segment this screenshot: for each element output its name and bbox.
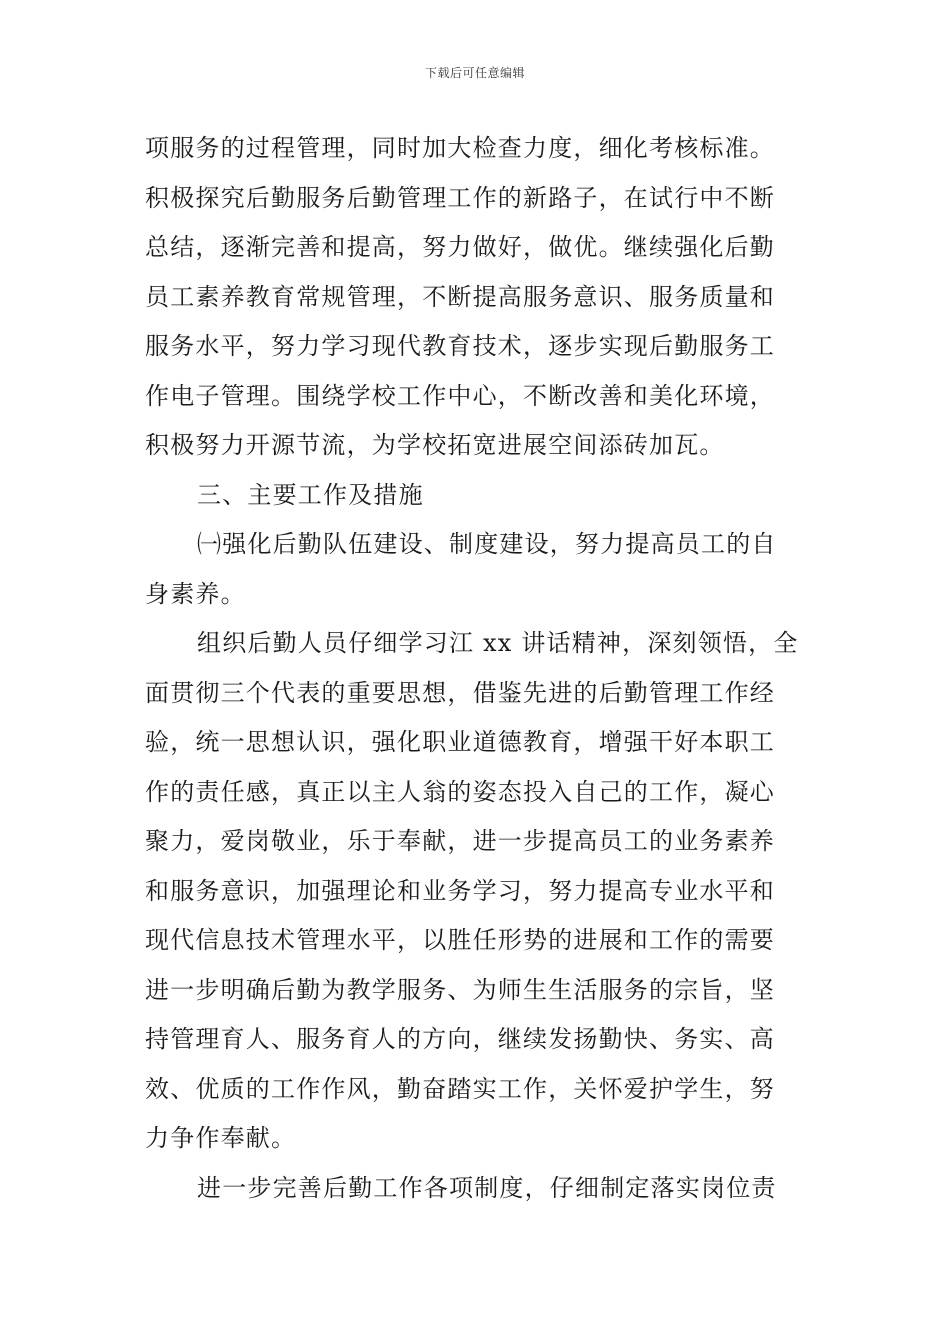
text-line: 身素养。 (145, 579, 246, 608)
subsection-heading: ㈠强化后勤队伍建设、制度建设，努力提高员工的自 (197, 530, 777, 558)
text-line: 积极努力开源节流，为学校拓宽进展空间添砖加瓦。 (145, 431, 725, 459)
text-line: 作电子管理。围绕学校工作中心，不断改善和美化环境， (145, 381, 775, 410)
page-header: 下载后可任意编辑 (424, 66, 525, 80)
text-line: 验，统一思想认识，强化职业道德教育，增强干好本职工 (145, 728, 775, 756)
text-line: 现代信息技术管理水平，以胜任形势的进展和工作的需要 (145, 926, 775, 954)
text-line: 作的责任感，真正以主人翁的姿态投入自己的工作，凝心 (145, 777, 775, 806)
text-line: 效、优质的工作作风，勤奋踏实工作，关怀爱护学生，努 (145, 1074, 775, 1103)
text-line: 和服务意识，加强理论和业务学习，努力提高专业水平和 (145, 876, 775, 905)
text-line: 面贯彻三个代表的重要思想，借鉴先进的后勤管理工作经 (145, 678, 775, 707)
text-line: 积极探究后勤服务后勤管理工作的新路子，在试行中不断 (145, 183, 775, 212)
text-line: 服务水平，努力学习现代教育技术，逐步实现后勤服务工 (145, 332, 775, 360)
document-body (145, 124, 810, 1213)
paragraph-start-line: 组织后勤人员仔细学习江 xx 讲话精神，深刻领悟，全 (197, 629, 799, 657)
text-line: 员工素养教育常规管理，不断提高服务意识、服务质量和 (145, 282, 775, 311)
text-line: 进一步明确后勤为教学服务、为师生生活服务的宗旨，坚 (145, 975, 775, 1004)
text-line: 聚力，爱岗敬业，乐于奉献，进一步提高员工的业务素养 (145, 827, 775, 855)
section-heading: 三、主要工作及措施 (197, 480, 424, 509)
text-line: 力争作奉献。 (145, 1124, 297, 1152)
text-line: 总结，逐渐完善和提高，努力做好，做优。继续强化后勤 (145, 233, 775, 261)
text-line: 持管理育人、服务育人的方向，继续发扬勤快、务实、高 (145, 1025, 775, 1053)
paragraph-start-line: 进一步完善后勤工作各项制度，仔细制定落实岗位责 (197, 1173, 777, 1202)
text-line: 项服务的过程管理，同时加大检查力度，细化考核标准。 (145, 134, 775, 162)
